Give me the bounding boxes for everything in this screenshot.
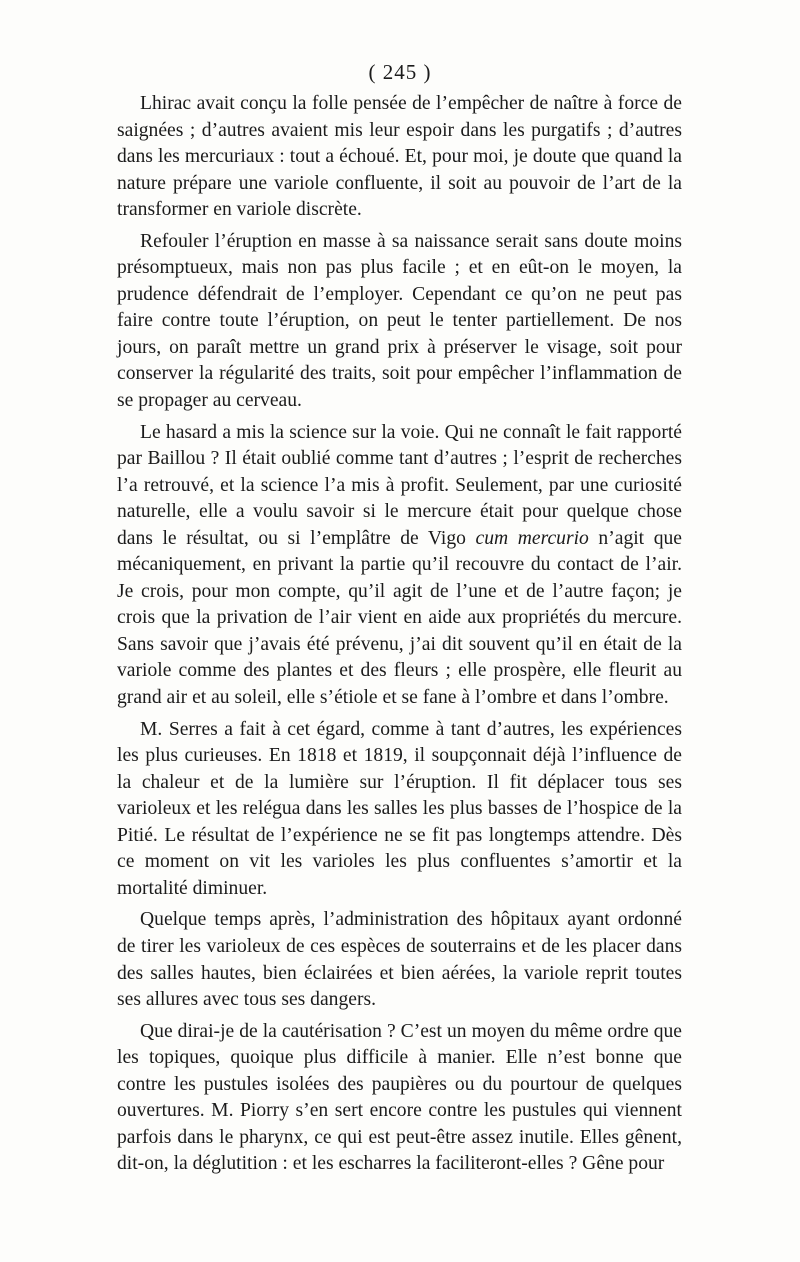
- paragraph-1: Lhirac avait conçu la folle pensée de l’empêcher de naître à force de saignées ; d’autres avaient mis leur espoir dans les purgatifs ; d’autres dans les mercuriaux : tout a échoué. Et, pour moi, je doute que quand la nature prépare une variole confluente, il soit au pouvoir de l’art de la transformer en variole discrète.: [117, 93, 682, 221]
- body-text: [117, 91, 682, 1178]
- paragraph-2: Refouler l’éruption en masse à sa naissance serait sans doute moins présomptueux, mais non pas plus facile ; et en eût-on le moyen, la prudence défendrait de l’employer. Cependant ce qu’on ne peut pas faire contre toute l’éruption, on peut le tenter partiellement. De nos jours, on paraît mettre un grand prix à préserver le visage, soit pour conserver la régularité des traits, soit pour empêcher l’inflammation de se propager au cerveau.: [117, 230, 682, 412]
- latin-phrase: cum mercurio: [475, 527, 589, 549]
- paragraph-3: [117, 420, 682, 712]
- paragraph-5: Quelque temps après, l’administration des hôpitaux ayant ordonné de tirer les varioleux de ces espèces de souterrains et de les placer dans des salles hautes, bien éclairées et bien aérées, la variole reprit toutes ses allures avec tous ses dangers.: [117, 909, 682, 1011]
- paragraph-6: Que dirai-je de la cautérisation ? C’est un moyen du même ordre que les topiques, quoique plus difficile à manier. Elle n’est bonne que contre les pustules isolées des paupières ou du pourtour de quelques ouvertures. M. Piorry s’en sert encore contre les pustules qui viennent parfois dans le pharynx, ce qui est peut-être assez inutile. Elles gênent, dit-on, la déglutition : et les escharres la faciliteront-elles ? Gêne pour: [117, 1020, 682, 1175]
- paragraph-3-text-before: Le hasard a mis la science sur la voie. Qui ne connaît le fait rapporté par Baillou ? Il était oublié comme tant d’autres ; l’esprit de recherches l’a retrouvé, et la science l’a mis à profit. Seulement, par une curiosité naturelle, elle a voulu savoir si le mercure était pour quelque chose dans le résultat, ou si l’emplâtre de Vigo: [117, 421, 682, 549]
- paragraph-3-text-after: n’agit que mécaniquement, en privant la partie qu’il recouvre du contact de l’air. Je crois, pour mon compte, qu’il agit de l’une et de l’autre façon; je crois que la privation de l’air vient en aide aux propriétés du mercure. Sans savoir que j’avais été prévenu, j’ai dit souvent qu’il en était de la variole comme des plantes et des fleurs ; elle prospère, elle fleurit au grand air et au soleil, elle s’étiole et se fane à l’ombre et dans l’ombre.: [117, 527, 682, 709]
- page-number: ( 245 ): [368, 60, 432, 84]
- paragraph-4: M. Serres a fait à cet égard, comme à tant d’autres, les expériences les plus curieuses. En 1818 et 1819, il soupçonnait déjà l’influence de la chaleur et de la lumière sur l’éruption. Il fit déplacer tous ses varioleux et les relégua dans les salles les plus basses de l’hospice de la Pitié. Le résultat de l’expérience ne se fit pas longtemps attendre. Dès ce moment on vit les varioles les plus confluentes s’amortir et la mortalité diminuer.: [117, 718, 682, 899]
